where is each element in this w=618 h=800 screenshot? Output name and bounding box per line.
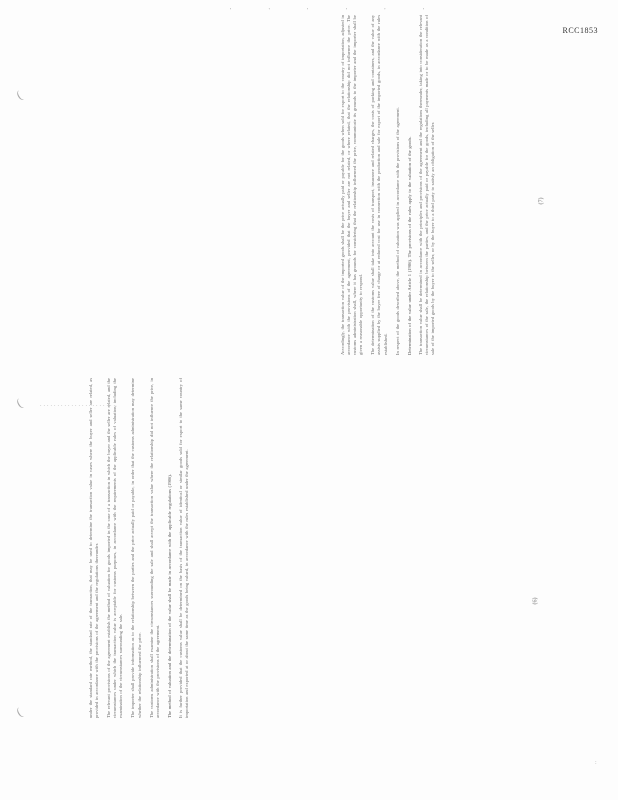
- page-number: (7): [538, 197, 545, 205]
- paragraph: The transaction value shall be determined in accordance with the principles and provisions of the agreement and the regulations thereunder, taking into consideration the relevant circumstances of the sale, the relationship between the parties, and the price actually paid or payable for the goods, including all payments made or to be made as a condition of sale of the imported goods by the buyer to the seller, or by the buyer to a third party to satisfy an obligation of the seller.: [417, 15, 436, 355]
- page-number: (6): [532, 597, 539, 605]
- punch-hole-mark: (: [13, 395, 25, 411]
- paragraph: The importer shall provide information as to the relationship between the parties and the price actually paid or payable, in order that the customs administration may determine whether the relationship influenced the price.: [130, 378, 142, 718]
- punch-hole-mark: (: [13, 87, 25, 103]
- punch-hole-mark: (: [13, 704, 25, 720]
- top-tick-marks: ' ' ' ' ' ': [230, 8, 442, 14]
- paragraph: It is further provided that the customs value shall be determined on the basis of the transaction value of identical or similar goods sold for export to the same country of importation and exported at or about the same time as the goods being valued, in accordance with the rules established under the agreement.: [177, 378, 190, 718]
- paragraph-heading: The method of valuation and the determination of the value shall be made in accordance with the applicable regulations (1986).: [166, 474, 172, 718]
- paragraph: Accordingly, the transaction value of the imported goods shall be the price actually paid or payable for the goods when sold for export to the country of importation, adjusted in accordance with the provisions of the agreement, provided that the buyer and seller are not related, or where related, that the relationship did not influence the price. The customs administration shall, where it has grounds for considering that the relationship influenced the price, communicate its grounds to the importer and the importer shall be given a reasonable opportunity to respond.: [340, 15, 364, 355]
- paragraph: under the standard rate method, the standard rate of the transaction, that may be used to determine the transaction value in cases where the buyer and seller are related, as provided in accordance with the provisions of the agreement and the regulations thereunder.: [88, 378, 100, 718]
- paragraph: The relevant provisions of the agreement establish the method of valuation for goods imported in the case of a transaction in which the buyer and the seller are related, and the circumstances under which the transaction value is acceptable for customs purposes, in accordance with the requirements of the applicable rules of valuation, including the examination of the circumstances surrounding the sale.: [106, 378, 124, 718]
- paragraph: In respect of the goods described above, the method of valuation was applied in accordance with the provisions of the agreement.: [394, 107, 400, 355]
- left-page-text-block: [88, 378, 196, 718]
- fold-dots: ......................: [40, 402, 117, 408]
- paragraph: The customs administration shall examine the circumstances surrounding the sale and shall accept the transaction value where the relationship did not influence the price, in accordance with the provisions of the agreement.: [148, 378, 160, 718]
- right-page-text-block: [340, 15, 442, 355]
- paragraph: The determination of the customs value shall take into account the costs of transport, insurance and related charges, the costs of packing and containers, and the value of any assists supplied by the buyer free of charge or at reduced cost for use in connection with the production and sale for export of the imported goods, in accordance with the rules established.: [370, 15, 388, 355]
- paragraph-heading: Determination of the value under Article 1 (1986). The provisions of the rules apply to the valuation of the goods.: [406, 136, 412, 355]
- edge-dots: :: [595, 760, 599, 766]
- document-id-stamp: RCC1853: [562, 26, 598, 35]
